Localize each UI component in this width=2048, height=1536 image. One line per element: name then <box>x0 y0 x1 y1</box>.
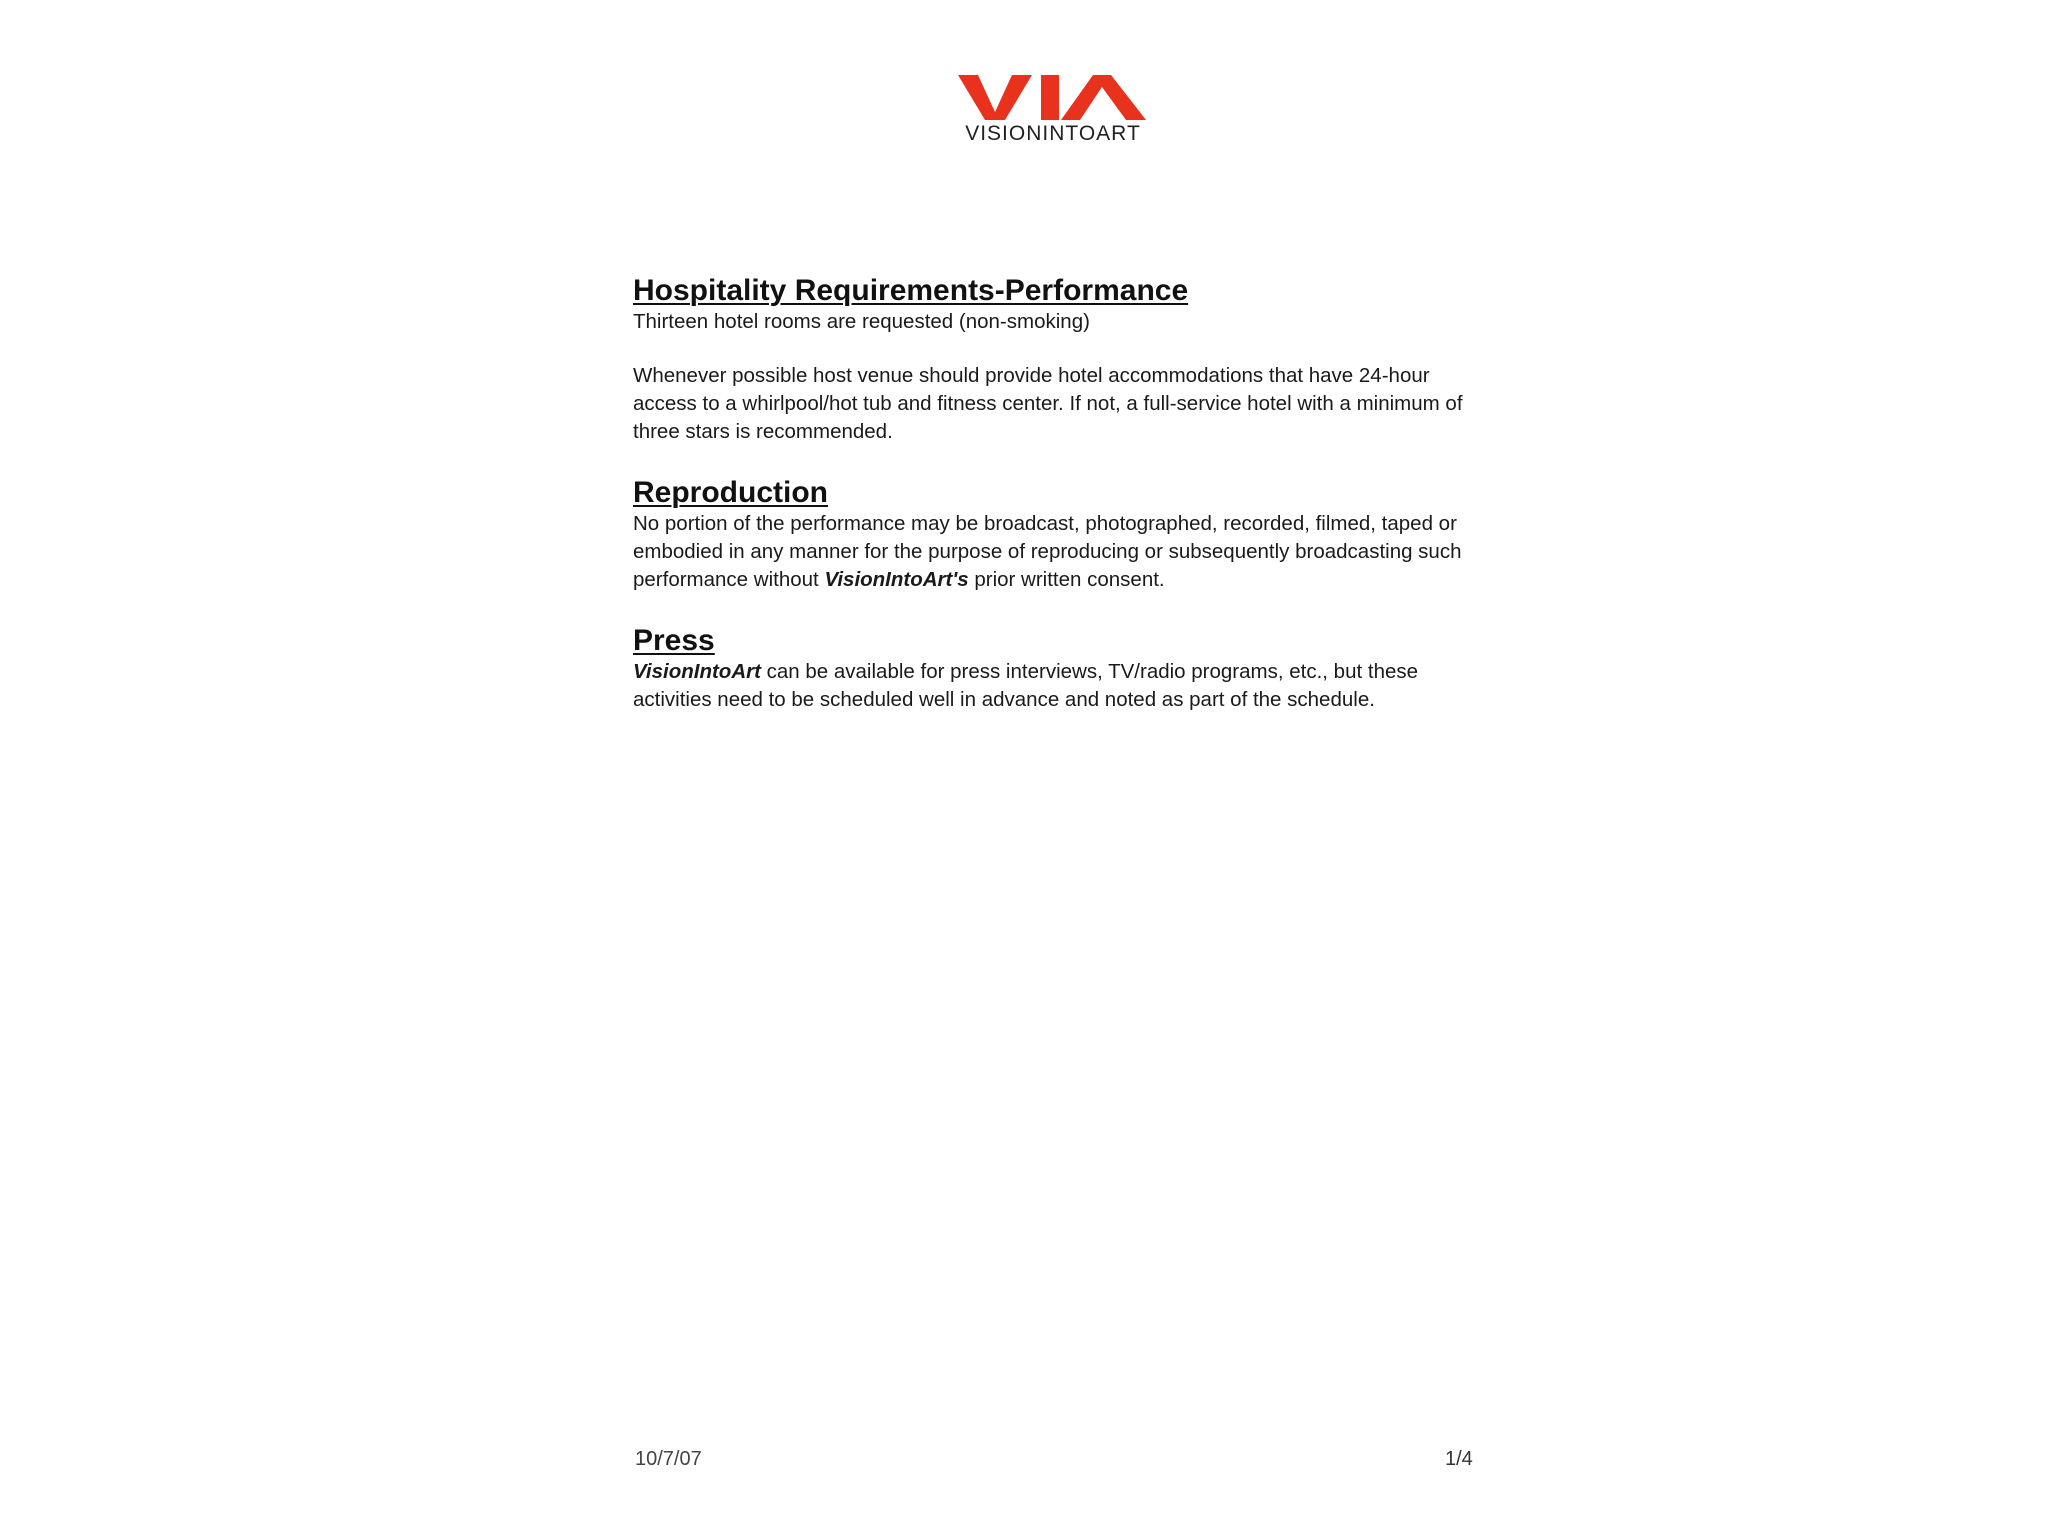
reproduction-company-name: VisionIntoArt's <box>824 568 969 591</box>
reproduction-text <box>633 510 1483 594</box>
reproduction-text-before: No portion of the performance may be broadcast, photographed, recorded, filmed, taped or embodied in any manner for the purpose of reproducing or subsequently broadcasting such performance without <box>633 512 1462 591</box>
footer-page-number: 1/4 <box>1445 1448 1473 1470</box>
section-reproduction <box>633 476 1483 594</box>
via-logo <box>958 72 1148 152</box>
press-heading: Press <box>633 624 715 657</box>
via-logo-subtitle: VISIONINTOART <box>965 122 1141 145</box>
footer-date: 10/7/07 <box>635 1448 702 1470</box>
via-logo-mark <box>958 72 1148 122</box>
section-hospitality <box>633 274 1483 446</box>
reproduction-heading: Reproduction <box>633 476 828 509</box>
hospitality-heading: Hospitality Requirements-Performance <box>633 274 1189 307</box>
press-company-name: VisionIntoArt <box>633 660 761 683</box>
press-text <box>633 658 1483 714</box>
document-body <box>633 274 1483 714</box>
hospitality-accommodations-text: Whenever possible host venue should provide hotel accommodations that have 24-hour access to a whirlpool/hot tub and fitness center. If not, a full-service hotel with a minimum of three stars is recommended. <box>633 364 1463 443</box>
press-text-after: can be available for press interviews, TV/radio programs, etc., but these activities need to be scheduled well in advance and noted as part of the schedule. <box>633 660 1419 711</box>
reproduction-text-after: prior written consent. <box>968 568 1165 591</box>
hospitality-rooms-text: Thirteen hotel rooms are requested (non-smoking) <box>633 310 1090 333</box>
section-press <box>633 624 1483 714</box>
